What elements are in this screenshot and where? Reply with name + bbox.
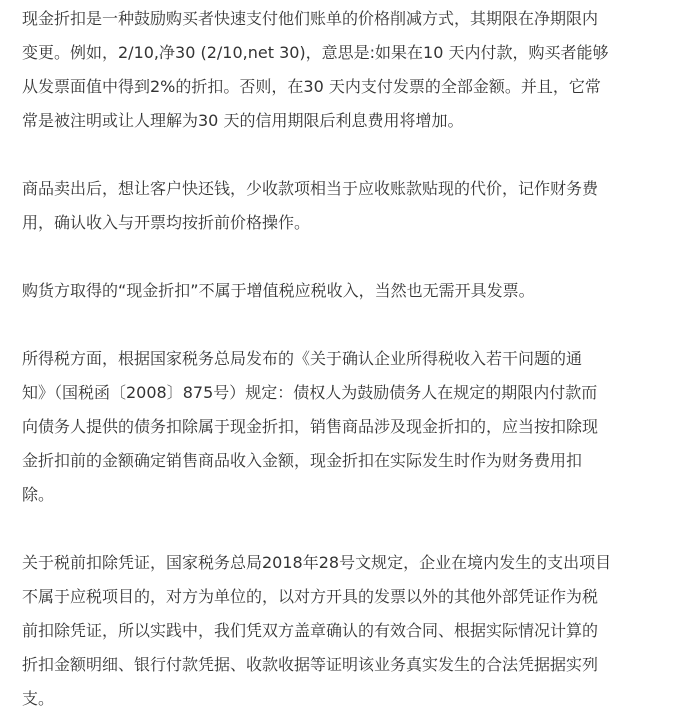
paragraph-buyer-vat <box>22 274 670 308</box>
text-line: 知》（国税函〔2008〕875号）规定：债权人为鼓励债务人在规定的期限内付款而 <box>22 383 598 402</box>
paragraph-spacer <box>22 138 670 172</box>
article-body <box>22 2 670 716</box>
paragraph-income-tax <box>22 342 670 512</box>
paragraph-spacer <box>22 512 670 546</box>
text-line: 前扣除凭证，所以实践中，我们凭双方盖章确认的有效合同、根据实际情况计算的 <box>22 621 599 640</box>
text-line: 现金折扣是一种鼓励购买者快速支付他们账单的价格削减方式，其期限在净期限内 <box>22 9 599 28</box>
text-line: 常是被注明或让人理解为30 天的信用期限后利息费用将增加。 <box>22 111 464 130</box>
text-line: 所得税方面，根据国家税务总局发布的《关于确认企业所得税收入若干问题的通 <box>22 349 583 368</box>
text-line: 变更。例如，2/10,净30 (2/10,net 30)，意思是:如果在10 天内付款，购买者能够 <box>22 43 609 62</box>
paragraph-spacer <box>22 240 670 274</box>
text-line: 不属于应税项目的，对方为单位的，以对方开具的发票以外的其他外部凭证作为税 <box>22 587 599 606</box>
text-line: 支。 <box>22 689 55 708</box>
paragraph-deduction-voucher <box>22 546 670 716</box>
paragraph-seller-treatment <box>22 172 670 240</box>
text-line: 除。 <box>22 485 55 504</box>
text-line: 商品卖出后，想让客户快还钱，少收款项相当于应收账款贴现的代价，记作财务费 <box>22 179 599 198</box>
text-line: 关于税前扣除凭证，国家税务总局2018年28号文规定，企业在境内发生的支出项目 <box>22 553 612 572</box>
text-line: 购货方取得的“现金折扣”不属于增值税应税收入，当然也无需开具发票。 <box>22 281 535 300</box>
text-line: 用，确认收入与开票均按折前价格操作。 <box>22 213 311 232</box>
paragraph-spacer <box>22 308 670 342</box>
text-line: 向债务人提供的债务扣除属于现金折扣，销售商品涉及现金折扣的，应当按扣除现 <box>22 417 599 436</box>
text-line: 从发票面值中得到2%的折扣。否则，在30 天内支付发票的全部金额。并且，它常 <box>22 77 601 96</box>
text-line: 金折扣前的金额确定销售商品收入金额，现金折扣在实际发生时作为财务费用扣 <box>22 451 583 470</box>
paragraph-cash-discount-definition <box>22 2 670 138</box>
text-line: 折扣金额明细、银行付款凭据、收款收据等证明该业务真实发生的合法凭据据实列 <box>22 655 599 674</box>
